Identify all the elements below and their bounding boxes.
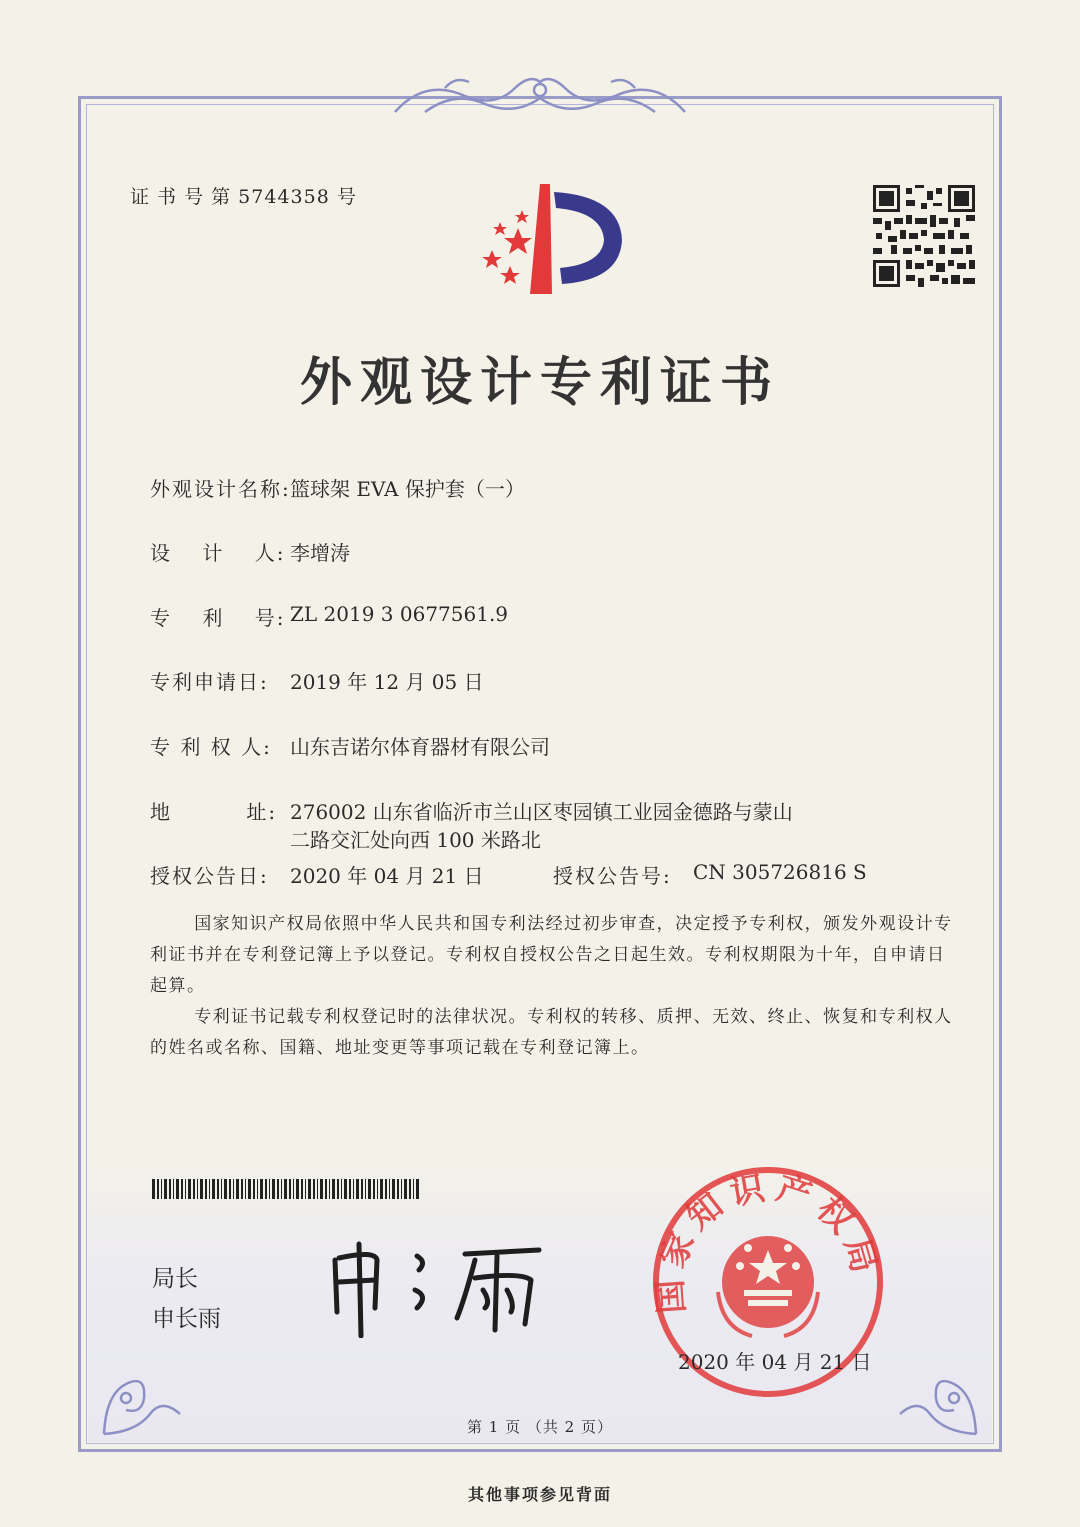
svg-text:国家知识产权局: 国家知识产权局: [649, 1166, 887, 1315]
address-value-line1: 276002 山东省临沂市兰山区枣园镇工业园金德路与蒙山: [290, 800, 793, 824]
patentee-label: 专 利 权 人:: [150, 735, 272, 759]
design-name-label: 外观设计名称:: [150, 477, 291, 501]
address-label: 地 址:: [150, 800, 278, 824]
certificate-number: 证 书 号 第 5744358 号: [130, 186, 357, 208]
page-indicator: 第 1 页 （共 2 页）: [467, 1418, 613, 1436]
director-name: 申长雨: [152, 1306, 221, 1332]
barcode-icon: [152, 1179, 420, 1199]
top-ornament-icon: [385, 68, 695, 120]
handwritten-signature-icon: [325, 1238, 555, 1338]
designer-label: 设 计 人:: [150, 541, 286, 565]
patent-number-value: ZL 2019 3 0677561.9: [290, 602, 509, 626]
address-value-line2: 二路交汇处向西 100 米路北: [290, 828, 541, 852]
back-note: 其他事项参见背面: [467, 1485, 612, 1504]
filing-date-label: 专利申请日:: [150, 670, 269, 694]
designer-value: 李增涛: [290, 541, 350, 565]
patentee-value: 山东吉诺尔体育器材有限公司: [290, 735, 550, 759]
grant-number-label: 授权公告号:: [553, 864, 672, 888]
legal-status-paragraph: 专利证书记载专利权登记时的法律状况。专利权的转移、质押、无效、终止、恢复和专利权人的姓名或名称、国籍、地址变更等事项记载在专利登记簿上。: [150, 1007, 953, 1058]
grant-number-value: CN 305726816 S: [693, 860, 867, 884]
cnipa-logo-icon: [470, 176, 635, 301]
seal-date: 2020 年 04 月 21 日: [678, 1350, 872, 1374]
filing-date-value: 2019 年 12 月 05 日: [290, 670, 484, 694]
grant-date-value: 2020 年 04 月 21 日: [290, 864, 484, 888]
patent-number-label: 专 利 号:: [150, 606, 286, 630]
grant-statement-paragraph: 国家知识产权局依照中华人民共和国专利法经过初步审查，决定授予专利权，颁发外观设计专利证书并在专利登记簿上予以登记。专利权自授权公告之日起生效。专利权期限为十年，自申请日起算。: [150, 914, 953, 996]
grant-date-label: 授权公告日:: [150, 864, 269, 888]
certificate-title: 外观设计专利证书: [299, 352, 780, 413]
design-name-value: 篮球架 EVA 保护套（一）: [290, 477, 525, 501]
qr-code-icon: [873, 185, 975, 287]
director-title: 局长: [152, 1266, 198, 1292]
